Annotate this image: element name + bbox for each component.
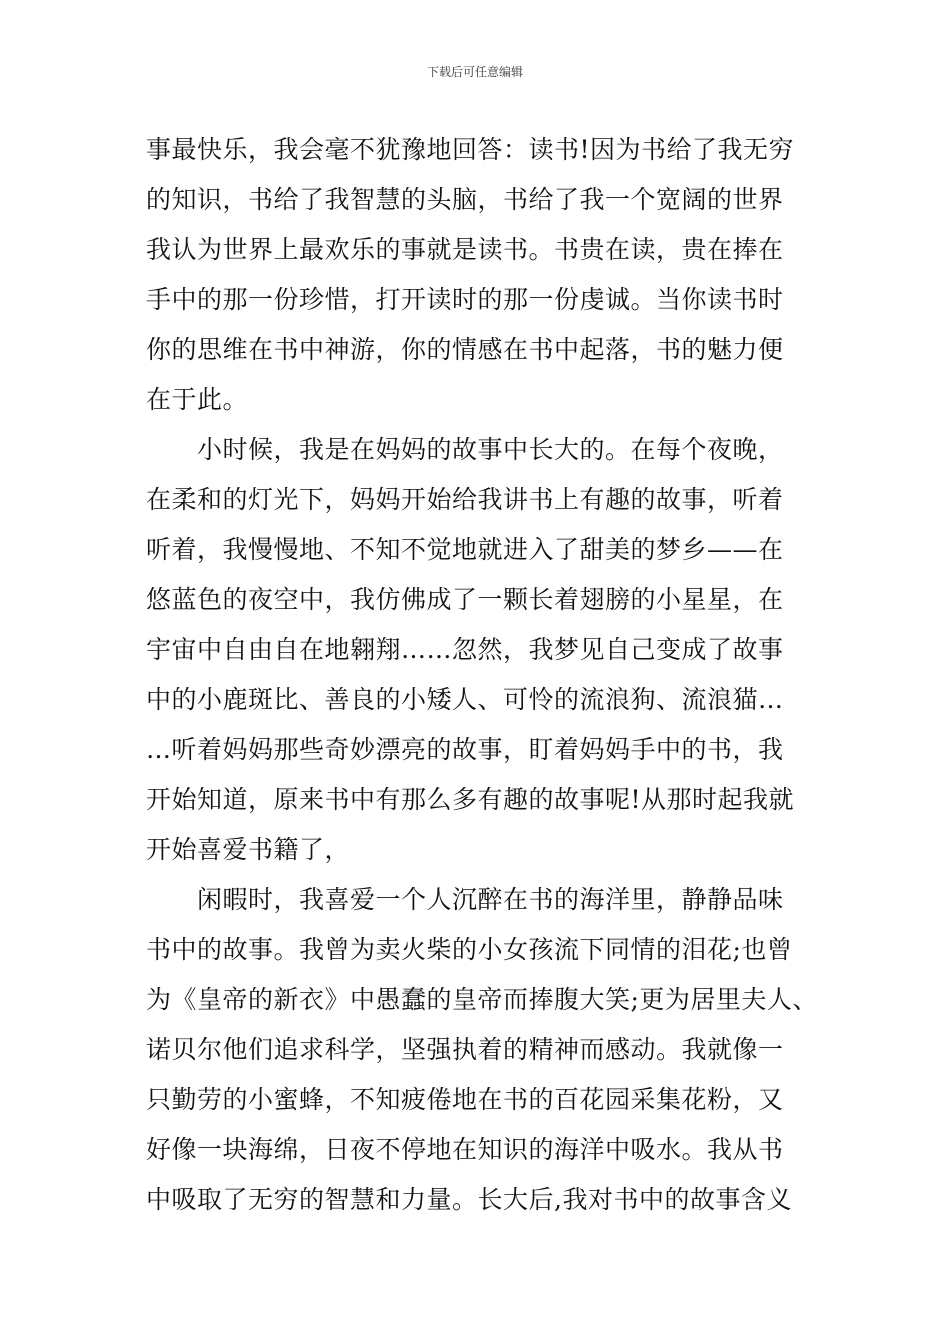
- text-line: 中吸取了无穷的智慧和力量。长大后,我对书中的故事含义: [146, 1185, 792, 1214]
- text-line: …听着妈妈那些奇妙漂亮的故事，盯着妈妈手中的书，我: [146, 735, 784, 764]
- text-line: 为《皇帝的新衣》中愚蠢的皇帝而捧腹大笑;更为居里夫人、: [146, 985, 818, 1014]
- text-line: 诺贝尔他们追求科学，坚强执着的精神而感动。我就像一: [146, 1035, 784, 1064]
- text-line: 中的小鹿斑比、善良的小矮人、可怜的流浪狗、流浪猫…: [146, 685, 784, 714]
- text-line: 书中的故事。我曾为卖火柴的小女孩流下同情的泪花;也曾: [146, 935, 793, 964]
- text-line: 宇宙中自由自在地翱翔……忽然，我梦见自己变成了故事: [146, 635, 784, 664]
- text-line: 在于此。: [146, 385, 249, 414]
- text-line: 的知识，书给了我智慧的头脑，书给了我一个宽阔的世界: [146, 185, 784, 214]
- text-line: 悠蓝色的夜空中，我仿佛成了一颗长着翅膀的小星星，在: [146, 585, 784, 614]
- text-line: 听着，我慢慢地、不知不觉地就进入了甜美的梦乡——在: [146, 535, 784, 564]
- page-header: 下载后可任意编辑: [426, 65, 523, 79]
- text-line: 我认为世界上最欢乐的事就是读书。书贵在读，贵在捧在: [146, 235, 784, 264]
- text-line: 事最快乐，我会毫不犹豫地回答：读书!因为书给了我无穷: [146, 135, 795, 164]
- text-line: 闲暇时，我喜爱一个人沉醉在书的海洋里，静静品味: [146, 885, 784, 914]
- text-line: 手中的那一份珍惜，打开读时的那一份虔诚。当你读书时: [146, 285, 784, 314]
- text-line: 好像一块海绵，日夜不停地在知识的海洋中吸水。我从书: [146, 1135, 784, 1164]
- text-line: 开始知道，原来书中有那么多有趣的故事呢!从那时起我就: [146, 785, 795, 814]
- text-line: 开始喜爱书籍了，: [146, 835, 351, 864]
- text-line: 在柔和的灯光下，妈妈开始给我讲书上有趣的故事，听着: [146, 485, 784, 514]
- text-line: 只勤劳的小蜜蜂，不知疲倦地在书的百花园采集花粉，又: [146, 1085, 784, 1114]
- text-line: 小时候，我是在妈妈的故事中长大的。在每个夜晚，: [146, 435, 784, 464]
- text-line: 你的思维在书中神游，你的情感在书中起落，书的魅力便: [146, 335, 784, 364]
